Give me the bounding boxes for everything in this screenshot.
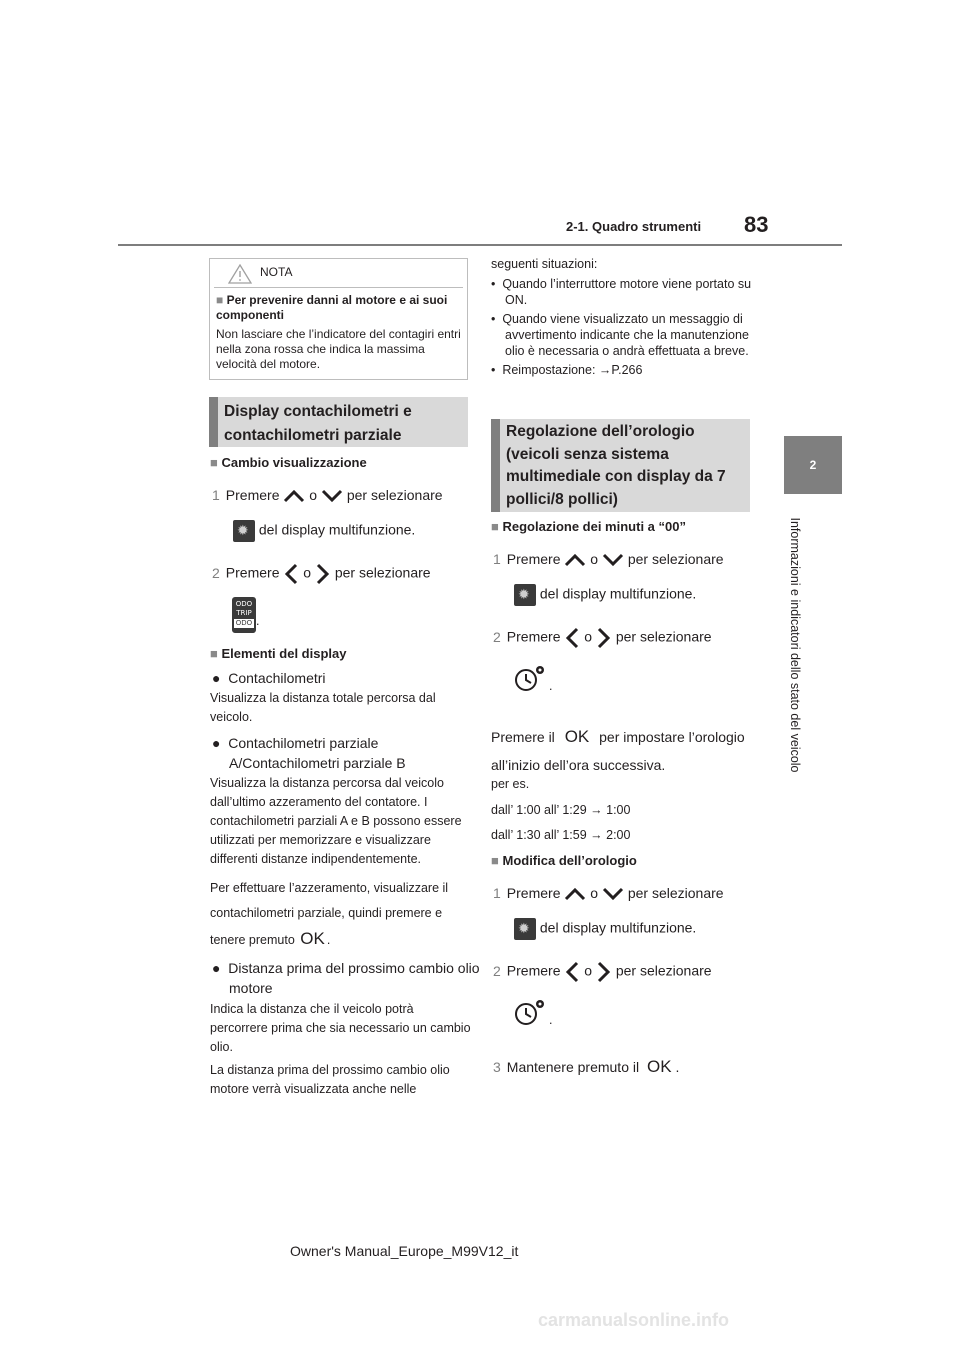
settings-gear-icon [514,584,536,606]
note-divider [214,287,463,288]
continued-text: seguenti situazioni: [491,257,598,271]
step-text: del display multifunzione. [539,585,697,602]
item-trip-desc: Visualizza la distanza percorsa dal veicolo dall’ultimo azzeramento del contatore. I contachilometri parziali A e B possono essere utilizzati per memorizzare e visualizzare differenti distanze indipendentemente. [210,776,462,866]
round-bullet-icon: ● [212,735,221,751]
step-2-period: . [256,614,260,628]
clock-settings-icon [513,662,549,694]
step-text: Premere [506,885,561,901]
step-text-or: o [309,487,318,503]
subheading-display-change-text: Cambio visualizzazione [221,455,367,470]
step-text-or: o [584,962,593,979]
step-number: 2 [212,564,220,581]
step-text: per selezionare [615,962,712,979]
step-text: Premere [225,487,280,503]
list-item: • Quando l’interruttore motore viene portato su ON. [491,277,752,307]
step-number: 1 [493,885,501,901]
s2-step-1-row [493,885,755,901]
subheading-display-change [210,455,367,470]
warning-triangle-icon [228,264,252,284]
odometer-trip-icon [232,597,256,633]
s2-step-1-continued [514,918,696,940]
square-bullet-icon: ■ [210,646,218,661]
subheading-clock-change [491,853,637,868]
manual-id: Owner's Manual_Europe_M99V12_it [290,1243,519,1259]
chapter-title-text: Informazioni e indicatori dello stato del veicolo [788,517,802,773]
chapter-tab [784,436,842,494]
chevron-left-icon [283,563,299,585]
item-trip-reset-period: . [326,933,331,947]
step-number: 1 [212,487,220,503]
step-1-row [212,487,472,503]
clock-settings-icon [513,996,549,1028]
square-bullet-icon: ■ [210,455,218,470]
subheading-clock-change-text: Modifica dell’orologio [502,853,637,868]
step-text: . [675,1059,680,1075]
note-heading-text: Per prevenire danni al motore e ai suoi componenti [216,293,448,322]
ok-icon: OK [300,929,325,948]
chevron-right-icon [596,627,612,649]
s1-step-1-continued [514,584,696,606]
step-text: per selezionare [615,628,712,645]
chevron-down-icon [321,489,343,503]
note-body: Non lasciare che l’indicatore del contagiri entri nella zona rossa che indica la massima velocità del motore. [216,327,461,371]
odo-icon-label-selected: ODO [235,619,253,627]
bullet-list [491,276,753,378]
subheading-display-items [210,646,346,661]
note-box [209,258,468,380]
item-title-text: Distanza prima del prossimo cambio olio motore [228,960,480,996]
s2-step-2-row [493,961,755,983]
ok-instruction-text: Premere il [491,729,555,745]
header-divider [118,244,842,246]
chapter-side-title [788,505,802,785]
subheading-minutes [491,519,686,534]
chevron-up-icon [283,489,305,503]
subheading-display-items-text: Elementi del display [221,646,347,661]
step-text-or: o [584,628,593,645]
item-trip-title [212,733,491,773]
step-text: Premere [225,564,280,581]
item-oil-desc: Indica la distanza che il veicolo potrà percorrere prima che sia necessario un cambio olio. [210,1002,471,1054]
settings-gear-icon [233,520,255,542]
step-text: del display multifunzione. [258,521,416,538]
chevron-down-icon [602,553,624,567]
s1-step-2-period: . [549,679,553,693]
s2-step-2-period: . [549,1013,553,1027]
s1-step-2-row [493,627,755,649]
step-text: per selezionare [334,564,431,581]
note-heading [216,293,461,323]
step-text: per selezionare [346,487,443,503]
example-2: dall’ 1:30 all’ 1:59 → 2:00 [491,828,631,842]
section-heading: 2-1. Quadro strumenti [566,219,702,234]
step-text-or: o [590,551,599,567]
step-2-row [212,563,472,585]
step-text: Premere [506,551,561,567]
ok-icon: OK [646,1057,672,1076]
note-label: NOTA [260,265,293,279]
step-text: per selezionare [627,885,724,901]
item-title-text: Contachilometri parziale A/Contachilometri parziale B [228,735,406,771]
step-text: Premere [506,962,561,979]
step-text-or: o [590,885,599,901]
square-bullet-icon: ■ [216,293,224,307]
step-text: Mantenere premuto il [506,1059,640,1075]
list-item-text: Reimpostazione: →P.266 [502,363,643,377]
step-text: Premere [506,628,561,645]
item-trip-reset-text: Per effettuare l’azzeramento, visualizzare il contachilometri parziale, quindi premere e tenere premuto [210,881,449,947]
chevron-left-icon [564,961,580,983]
step-number: 1 [493,551,501,567]
s2-step-3-row [493,1057,755,1077]
s1-step-1-row [493,551,755,567]
watermark: carmanualsonline.info [538,1310,730,1330]
example-label: per es. [491,777,530,791]
chevron-up-icon [564,887,586,901]
chevron-right-icon [315,563,331,585]
subheading-minutes-text: Regolazione dei minuti a “00” [502,519,686,534]
item-odometer-title [212,668,474,688]
section-title-clock-text: Regolazione dell’orologio (veicoli senza sistema multimediale con display da 7 pollici/8 pollici) [506,423,726,508]
item-title-text: Contachilometri [228,670,326,686]
item-odometer-desc: Visualizza la distanza totale percorsa dal veicolo. [210,691,436,724]
step-number: 3 [493,1059,501,1075]
ok-instruction [491,723,753,779]
list-item: • Reimpostazione: →P.266 [491,363,643,377]
item-oil-title [212,958,491,998]
section-title-clock [491,419,750,512]
chevron-up-icon [564,553,586,567]
step-1-continued [233,520,415,542]
chapter-number: 2 [809,458,817,472]
chevron-left-icon [564,627,580,649]
step-number: 2 [493,628,501,645]
step-text-or: o [303,564,312,581]
square-bullet-icon: ■ [491,853,499,868]
list-item-text: Quando viene visualizzato un messaggio di avvertimento indicante che la manutenzione olio è necessaria o andrà effettuata a breve. [502,312,749,358]
settings-gear-icon [514,918,536,940]
item-trip-reset [210,876,472,953]
step-text: del display multifunzione. [539,919,697,936]
item-oil-desc-2: La distanza prima del prossimo cambio olio motore verrà visualizzata anche nelle [210,1063,450,1096]
section-title-odometer [209,397,468,447]
list-item: • Quando viene visualizzato un messaggio di avvertimento indicante che la manutenzione olio è necessaria o andrà effettuata a breve. [491,312,749,358]
list-item-text: Quando l’interruttore motore viene portato su ON. [502,277,752,307]
step-number: 2 [493,962,501,979]
square-bullet-icon: ■ [491,519,499,534]
page-number: 83 [744,212,769,237]
example-1: dall’ 1:00 all’ 1:29 → 1:00 [491,803,631,817]
chevron-right-icon [596,961,612,983]
chevron-down-icon [602,887,624,901]
trip-icon-label: TRIP [236,609,252,617]
ok-icon: OK [564,727,590,746]
ok-instruction-text: per impostare l’orologio [599,729,745,745]
ok-instruction-text: all’inizio dell’ora successiva. [491,757,666,773]
step-text: per selezionare [627,551,724,567]
round-bullet-icon: ● [212,670,221,686]
odo-icon-label: ODO [235,600,253,608]
section-title-odometer-text: Display contachilometri e contachilometri parziale [224,403,412,444]
round-bullet-icon: ● [212,960,221,976]
